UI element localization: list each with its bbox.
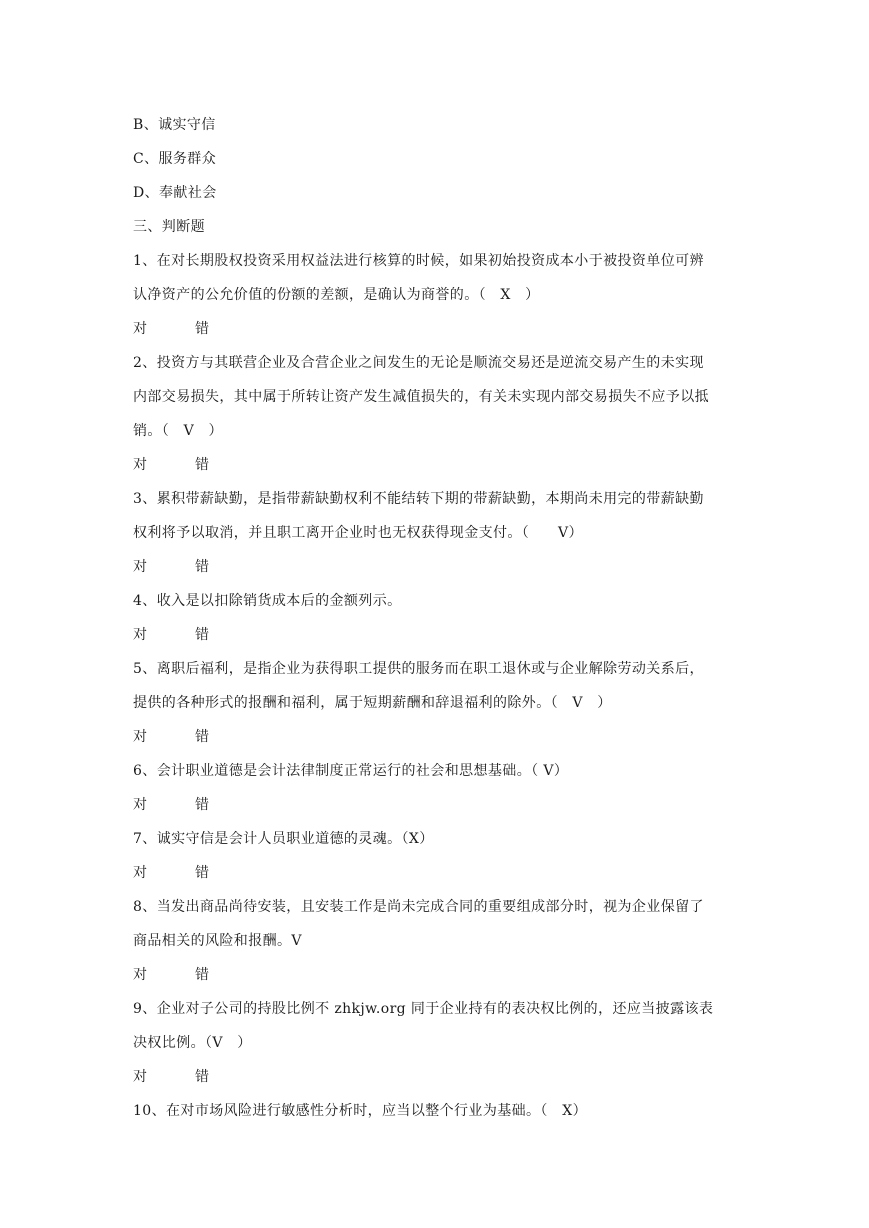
true-option[interactable]: 对 [133,967,148,983]
question-3-answer-options [133,550,745,584]
false-option[interactable]: 错 [195,729,210,745]
question-8-line-2: 商品相关的风险和报酬。V [133,933,302,949]
question-5-line-1: 5、离职后福利，是指企业为获得职工提供的服务而在职工退休或与企业解除劳动关系后， [133,661,704,677]
document-content [133,108,745,1128]
question-5-line-2: 提供的各种形式的报酬和福利，属于短期薪酬和辞退福利的除外。（ V ） [133,695,612,711]
question-2-answer-options [133,448,745,482]
section-title: 三、判断题 [133,219,205,235]
true-option[interactable]: 对 [133,1069,148,1085]
option-c: C、服务群众 [133,151,217,167]
question-8-line-1: 8、当发出商品尚待安装，且安装工作是尚未完成合同的重要组成部分时，视为企业保留了 [133,899,704,915]
question-6-answer-options [133,788,745,822]
false-option[interactable]: 错 [195,797,210,813]
false-option[interactable]: 错 [195,967,210,983]
false-option[interactable]: 错 [195,1069,210,1085]
question-3-line-2: 权利将予以取消，并且职工离开企业时也无权获得现金支付。（ V） [133,525,583,541]
true-option[interactable]: 对 [133,627,148,643]
question-5-answer-options [133,720,745,754]
question-1-line-2: 认净资产的公允价值的份额的差额，是确认为商誉的。（ X ） [133,287,540,303]
option-b: B、诚实守信 [133,117,216,133]
question-3-line-1: 3、累积带薪缺勤，是指带薪缺勤权利不能结转下期的带薪缺勤，本期尚未用完的带薪缺勤 [133,491,704,507]
question-7-answer-options [133,856,745,890]
question-4-line-1: 4、收入是以扣除销货成本后的金额列示。 [133,593,402,609]
question-2-line-2: 内部交易损失，其中属于所转让资产发生减值损失的，有关未实现内部交易损失不应予以抵 [133,389,709,405]
true-option[interactable]: 对 [133,865,148,881]
question-2-line-3: 销。（ V ） [133,423,223,439]
question-4-answer-options [133,618,745,652]
question-9-line-2: 决权比例。（V ） [133,1035,252,1051]
true-option[interactable]: 对 [133,729,148,745]
question-6-line-1: 6、会计职业道德是会计法律制度正常运行的社会和思想基础。（ V） [133,763,569,779]
question-2-line-1: 2、投资方与其联营企业及合营企业之间发生的无论是顺流交易还是逆流交易产生的未实现 [133,355,704,371]
true-option[interactable]: 对 [133,797,148,813]
true-option[interactable]: 对 [133,457,148,473]
question-1-line-1: 1、在对长期股权投资采用权益法进行核算的时候，如果初始投资成本小于被投资单位可辨 [133,253,704,269]
false-option[interactable]: 错 [195,627,210,643]
option-d: D、奉献社会 [133,185,217,201]
question-10-line-1: 10、在对市场风险进行敏感性分析时，应当以整个行业为基础。（ X） [133,1103,587,1119]
question-1-answer-options [133,312,745,346]
question-9-line-1: 9、企业对子公司的持股比例不 zhkjw.org 同于企业持有的表决权比例的，还应当披露该表 [133,1001,714,1017]
true-option[interactable]: 对 [133,321,148,337]
false-option[interactable]: 错 [195,865,210,881]
true-option[interactable]: 对 [133,559,148,575]
false-option[interactable]: 错 [195,457,210,473]
false-option[interactable]: 错 [195,559,210,575]
false-option[interactable]: 错 [195,321,210,337]
question-7-line-1: 7、诚实守信是会计人员职业道德的灵魂。（X） [133,831,434,847]
question-9-answer-options [133,1060,745,1094]
question-8-answer-options [133,958,745,992]
